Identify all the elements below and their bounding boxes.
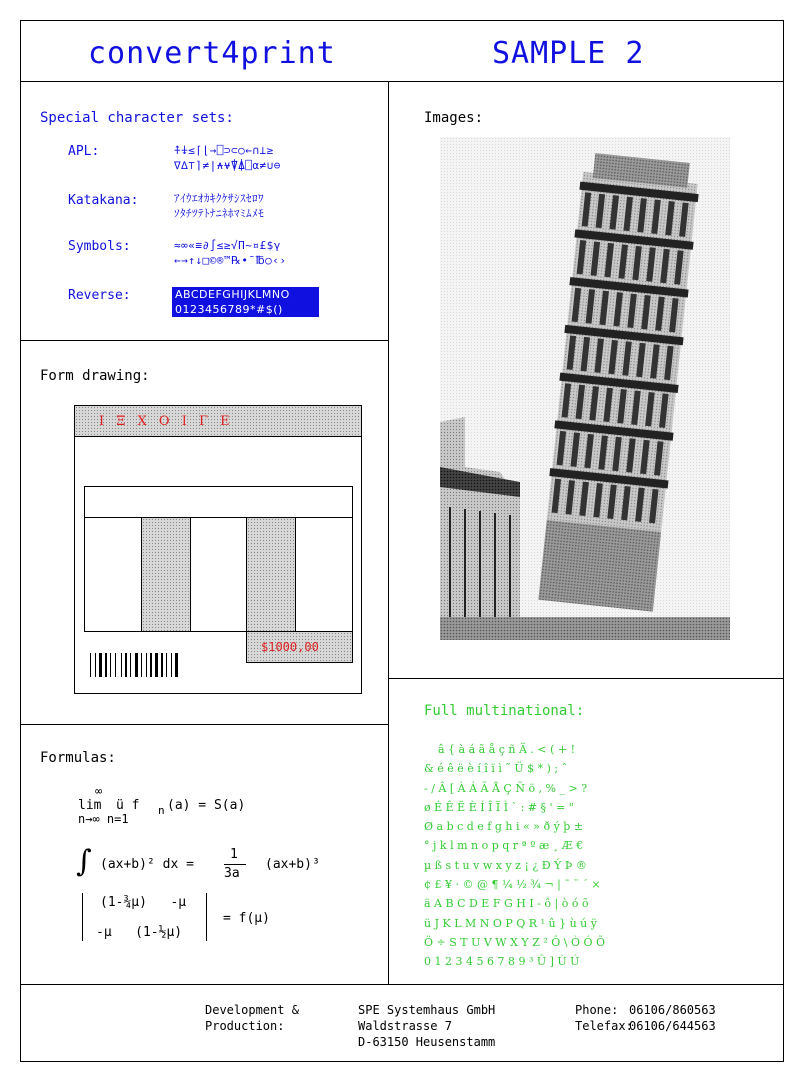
- form-shaded-column: [141, 518, 191, 631]
- barcode: [90, 653, 178, 677]
- formula2-lhs: (ax+b)² dx =: [100, 857, 194, 872]
- determinant-bar-left: [82, 893, 83, 941]
- footer-development: Development & Production:: [205, 1003, 299, 1033]
- formula1-infinity: ∞: [95, 784, 103, 798]
- multinational-row: ä A B C D E F G H I - ô | ò ó õ: [424, 897, 589, 911]
- multinational-row: ø É Ê Ë È Í Î Ï Ì ` : # § ' = ": [424, 800, 574, 814]
- multinational-row: µ ß s t u v w x y z ¡ ¿ Ð Ý Þ ®: [424, 858, 587, 872]
- reverse-block: [172, 287, 319, 317]
- multinational-row: - / Â [ À Á Ã Å Ç Ñ ö , % _ > ?: [424, 781, 588, 795]
- footer-phone-labels: Phone: Telefax:: [575, 1003, 633, 1033]
- katakana-label: Katakana:: [68, 193, 139, 208]
- multinational-row: Ö ÷ S T U V W X Y Z ² Ô \ Ò Ó Õ: [424, 935, 606, 949]
- formula3-row1: (1-¾μ) -μ: [100, 895, 187, 910]
- divider: [20, 984, 784, 985]
- formula3-rhs: = f(μ): [223, 911, 270, 926]
- images-heading: Images:: [424, 110, 484, 126]
- apl-line-1: ⍏⍖≤⌈⌊→⎕⊃⊂○←∩⊥≥: [174, 144, 274, 157]
- formula3-row2: -μ (1-½μ): [96, 925, 183, 940]
- symbols-line-1: ≈∞«≡∂∫≤≥√Π~¤£$γ: [174, 239, 281, 252]
- title-left: convert4print: [88, 36, 336, 71]
- multinational-grid: [424, 740, 605, 972]
- multinational-row: 0 1 2 3 4 5 6 7 8 9 ³ Û ] Ù Ú: [424, 955, 580, 969]
- divider: [20, 81, 784, 82]
- formula1-subscript: n→∞ n=1: [78, 812, 129, 826]
- form-row-box: [84, 486, 353, 518]
- formula1-body: ü f: [116, 798, 140, 813]
- symbols-line-2: ←→↑↓□©®™℞•¯℔○‹›: [174, 254, 287, 267]
- determinant-bar-right: [206, 893, 207, 941]
- divider: [388, 678, 784, 679]
- multinational-heading: Full multinational:: [424, 703, 585, 719]
- form-greek-header: Ι Ξ Χ Ο Ι Γ Ε: [99, 414, 234, 429]
- multinational-row: & é ê ë è í î ï ì ˜ Ü $ * ) ; ˆ: [424, 762, 568, 776]
- divider: [20, 340, 388, 341]
- reverse-line-2: 0123456789*#$(): [175, 303, 283, 316]
- multinational-row: ° j k l m n o p q r ª º æ ¸ Æ €: [424, 839, 584, 853]
- footer-address: SPE Systemhaus GmbH Waldstrasse 7 D-63150 Heusenstamm: [358, 1003, 496, 1049]
- apl-label: APL:: [68, 144, 100, 159]
- charsets-heading: Special character sets:: [40, 110, 234, 126]
- form-box: [74, 405, 362, 694]
- apl-line-2: ∇∆⊤⌉≠|⍲⍱⍒⍋⎕⍺≠∪⊖: [174, 159, 281, 172]
- formula1-sub-n: n: [158, 804, 165, 817]
- form-heading: Form drawing:: [40, 368, 150, 384]
- symbols-label: Symbols:: [68, 239, 131, 254]
- formula2-rhs: (ax+b)³: [265, 857, 320, 872]
- multinational-row: â { à á ã å ç ñ Ä . < ( + !: [424, 743, 576, 756]
- multinational-row: Ø a b c d e f g h i « » ð ý þ ±: [424, 820, 584, 834]
- formulas-heading: Formulas:: [40, 750, 116, 766]
- reverse-line-1: ABCDEFGHIJKLMNO: [175, 288, 290, 301]
- divider: [20, 724, 388, 725]
- formula2-integral: ∫: [76, 844, 92, 879]
- multinational-row: ü J K L M N O P Q R ¹ û } ù ú ÿ: [424, 916, 597, 930]
- divider: [388, 81, 389, 984]
- leaning-tower-image: [440, 137, 730, 640]
- title-right: SAMPLE 2: [492, 36, 645, 71]
- reverse-label: Reverse:: [68, 288, 131, 303]
- multinational-row: ¢ £ ¥ · © @ ¶ ¼ ½ ¾ ¬ | ¯ ¨ ´ ×: [424, 878, 601, 892]
- form-shaded-column: [246, 518, 296, 631]
- formula1-rhs: (a) = S(a): [167, 798, 246, 813]
- katakana-line-2: ｿﾀﾁﾂﾃﾄﾅﾆﾈﾎﾏﾐﾑﾒﾓ: [174, 207, 264, 220]
- formula2-denominator: 3a: [224, 866, 240, 881]
- fraction-bar: [224, 864, 246, 865]
- form-amount: $1000,00: [261, 640, 319, 654]
- footer-phone-values: 06106/860563 06106/644563: [629, 1003, 716, 1033]
- formula1-lim: lim: [78, 798, 102, 813]
- form-columns-box: [84, 517, 353, 632]
- formula2-numerator: 1: [230, 847, 238, 862]
- katakana-line-1: ｱｲｳｴｵｶｷｸｹｻｼｽｾﾛﾜ: [174, 192, 264, 205]
